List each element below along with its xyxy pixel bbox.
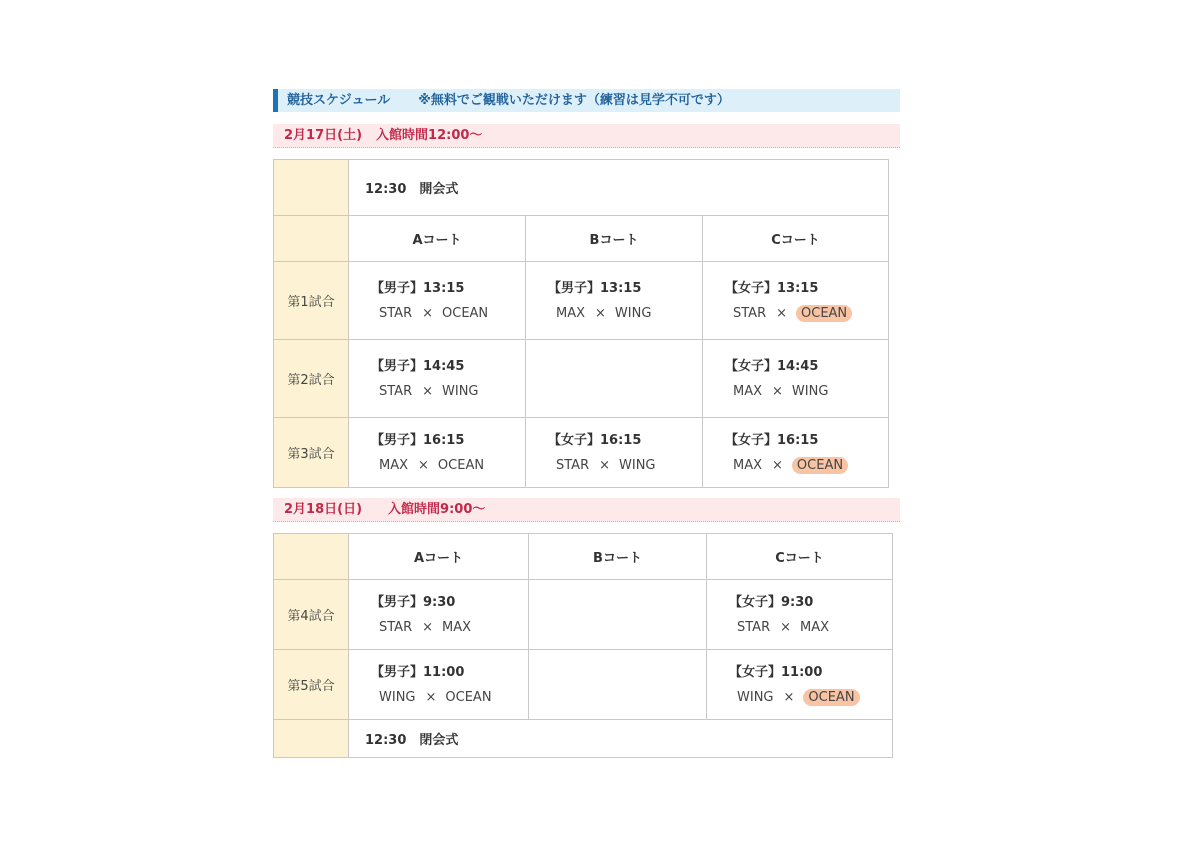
team1: STAR [379, 305, 413, 321]
match-time: 【男子】11:00 [371, 664, 465, 680]
match-cell [707, 580, 893, 650]
team1: STAR [737, 619, 771, 635]
match-row [274, 418, 889, 488]
match-cell [349, 262, 526, 340]
vs-mark: × [422, 305, 434, 321]
opening-ceremony: 12:30 開会式 [349, 160, 889, 216]
schedule-title: 競技スケジュール [287, 93, 391, 108]
court-b-header: Bコート [529, 534, 707, 580]
team1: STAR [556, 457, 590, 473]
matchup [349, 379, 525, 404]
matchup [707, 615, 892, 640]
vs-mark: × [422, 619, 434, 635]
label-cell [274, 534, 349, 580]
label-cell [274, 160, 349, 216]
team2: OCEAN [442, 305, 489, 321]
day1-schedule-table [273, 159, 889, 488]
day1-date: 2月17日(土) [284, 128, 363, 143]
vs-mark: × [776, 305, 788, 321]
court-a-header: Aコート [349, 216, 526, 262]
match-row [274, 650, 893, 720]
match-cell [703, 418, 889, 488]
team1: MAX [733, 457, 763, 473]
matchup [703, 301, 888, 326]
match-cell [349, 340, 526, 418]
team1: STAR [379, 383, 413, 399]
team2-highlighted: OCEAN [796, 305, 852, 322]
team1: MAX [379, 457, 409, 473]
match-time: 【男子】13:15 [371, 280, 465, 296]
match-time: 【男子】16:15 [371, 432, 465, 448]
court-b-header: Bコート [526, 216, 703, 262]
match-time: 【女子】16:15 [548, 432, 642, 448]
team2: OCEAN [445, 689, 492, 705]
day1-header [273, 124, 900, 148]
match-time: 【男子】9:30 [371, 594, 456, 610]
team1: MAX [556, 305, 586, 321]
closing-ceremony: 12:30 閉会式 [349, 720, 893, 758]
team2: MAX [800, 619, 830, 635]
closing-row [274, 720, 893, 758]
team1: STAR [733, 305, 767, 321]
court-c-header: Cコート [707, 534, 893, 580]
vs-mark: × [780, 619, 792, 635]
match-time: 【男子】14:45 [371, 358, 465, 374]
vs-mark: × [772, 457, 783, 473]
vs-mark: × [772, 383, 783, 399]
vs-mark: × [418, 457, 429, 473]
vs-mark: × [783, 689, 795, 705]
matchup [526, 453, 702, 478]
team1: WING [379, 689, 416, 705]
match-label: 第3試合 [274, 418, 349, 488]
match-cell [349, 418, 526, 488]
court-a-header: Aコート [349, 534, 529, 580]
match-cell [349, 580, 529, 650]
schedule-note: ※無料でご観戦いただけます（練習は見学不可です） [418, 93, 730, 108]
match-cell [526, 418, 703, 488]
court-c-header: Cコート [703, 216, 889, 262]
team2: WING [619, 457, 656, 473]
team1: WING [737, 689, 774, 705]
match-time: 【女子】13:15 [725, 280, 819, 296]
empty-match-cell [529, 650, 707, 720]
match-row [274, 262, 889, 340]
match-time: 【女子】9:30 [729, 594, 814, 610]
matchup [349, 301, 525, 326]
day2-entry-time: 入館時間9:00～ [388, 502, 486, 517]
matchup [526, 301, 702, 326]
day2-schedule-table [273, 533, 893, 758]
opening-row [274, 160, 889, 216]
day2-date: 2月18日(日) [284, 502, 363, 517]
schedule-header [273, 89, 900, 112]
match-cell [707, 650, 893, 720]
matchup [703, 379, 888, 404]
matchup [349, 685, 528, 710]
match-row [274, 580, 893, 650]
label-cell [274, 216, 349, 262]
day1-entry-time: 入館時間12:00～ [376, 128, 483, 143]
vs-mark: × [422, 383, 434, 399]
team1: STAR [379, 619, 413, 635]
matchup [349, 615, 528, 640]
team2: WING [614, 305, 652, 321]
match-label: 第1試合 [274, 262, 349, 340]
matchup [707, 685, 892, 710]
label-cell [274, 720, 349, 758]
match-row [274, 340, 889, 418]
match-cell [703, 340, 889, 418]
vs-mark: × [425, 689, 437, 705]
vs-mark: × [595, 305, 606, 321]
team2: MAX [442, 619, 472, 635]
court-header-row [274, 216, 889, 262]
match-time: 【女子】16:15 [725, 432, 819, 448]
day2-header [273, 498, 900, 522]
match-cell [703, 262, 889, 340]
matchup [703, 453, 888, 478]
team2-highlighted: OCEAN [803, 689, 859, 706]
empty-match-cell [529, 580, 707, 650]
match-cell [526, 262, 703, 340]
team2: OCEAN [437, 457, 485, 473]
matchup [349, 453, 525, 478]
vs-mark: × [599, 457, 611, 473]
match-time: 【女子】14:45 [725, 358, 819, 374]
match-time: 【男子】13:15 [548, 280, 642, 296]
team1: MAX [733, 383, 763, 399]
team2: WING [791, 383, 829, 399]
match-label: 第4試合 [274, 580, 349, 650]
team2-highlighted: OCEAN [792, 457, 848, 474]
match-label: 第5試合 [274, 650, 349, 720]
match-time: 【女子】11:00 [729, 664, 823, 680]
empty-match-cell [526, 340, 703, 418]
court-header-row [274, 534, 893, 580]
match-label: 第2試合 [274, 340, 349, 418]
match-cell [349, 650, 529, 720]
team2: WING [442, 383, 479, 399]
